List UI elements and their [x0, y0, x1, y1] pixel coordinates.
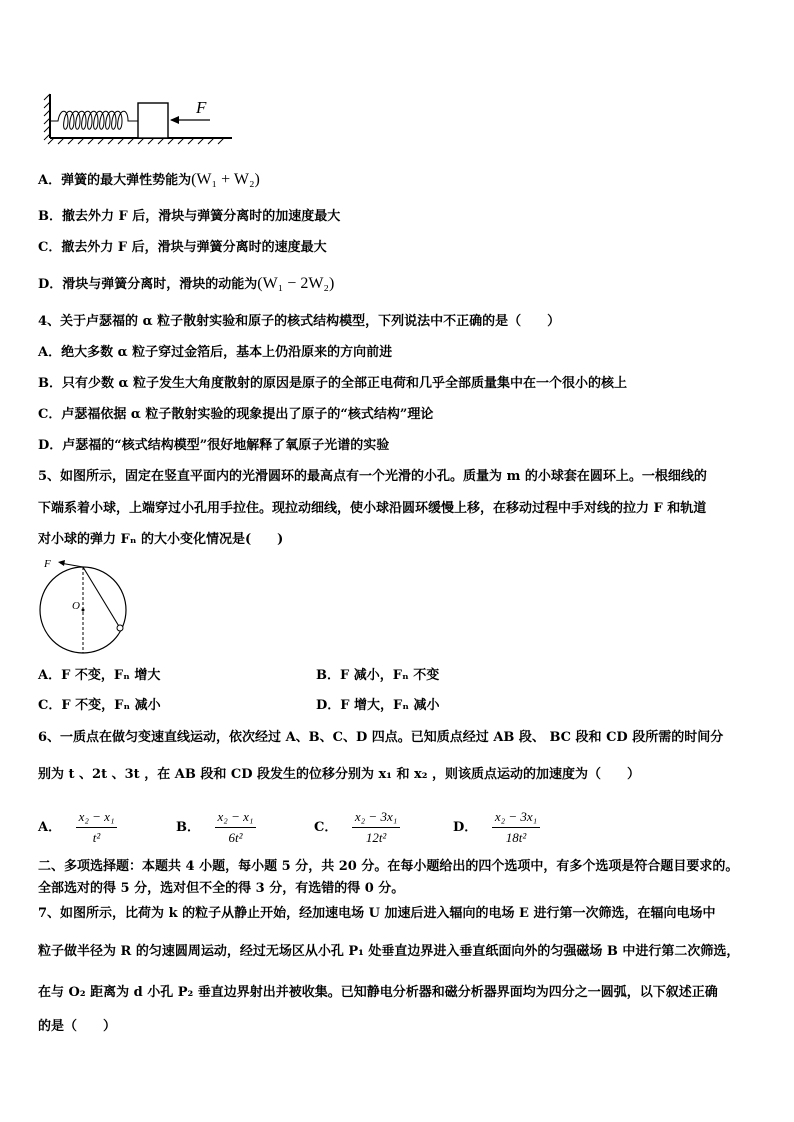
q7-stem-line3: 在与 O₂ 距离为 d 小孔 P₂ 垂直边界射出并被收集。已知静电分析器和磁分析器界面均为四分之一圆弧，以下叙述正确 — [38, 985, 718, 1000]
section2-heading-line1: 二、多项选择题：本题共 4 小题，每小题 5 分，共 20 分。在每小题给出的四个选项中，有多个选项是符合题目要求的。 — [38, 859, 739, 874]
q5-option-c: C．F 不变，Fₙ 减小 — [38, 698, 161, 713]
q3-option-d — [38, 275, 334, 294]
q3-option-d-text: D．滑块与弹簧分离时，滑块的动能为 — [38, 277, 258, 292]
q5-option-b: B．F 减小，Fₙ 不变 — [316, 668, 440, 683]
q6-b-denominator: 6t² — [228, 830, 243, 845]
q6-option-d — [453, 808, 540, 847]
section2-heading-line2: 全部选对的得 5 分，选对但不全的得 3 分，有选错的得 0 分。 — [38, 881, 405, 896]
q6-option-b-fraction — [215, 808, 257, 847]
q4-stem: 4、关于卢瑟福的 α 粒子散射实验和原子的核式结构模型，下列说法中不正确的是（ ） — [38, 314, 561, 329]
q6-a-numerator: x₂ − x₁ — [76, 808, 118, 828]
circle-ring-figure — [38, 556, 138, 656]
fig-o-label: O — [72, 600, 80, 612]
q4-option-b: B．只有少数 α 粒子发生大角度散射的原因是原子的全部正电荷和几乎全部质量集中在一个很小的核上 — [38, 376, 628, 391]
q6-option-a — [38, 808, 117, 847]
q6-option-d-label: D． — [453, 820, 478, 835]
q6-option-a-fraction — [76, 808, 118, 847]
q3-option-a-expr: (W₁ + W₂) — [191, 171, 260, 188]
q4-option-c: C．卢瑟福依据 α 粒子散射实验的现象提出了原子的“核式结构”理论 — [38, 407, 434, 422]
q6-option-c-fraction — [352, 808, 400, 847]
q3-option-b: B．撤去外力 F 后，滑块与弹簧分离时的加速度最大 — [38, 209, 341, 224]
q6-a-denominator: t² — [92, 830, 101, 845]
q6-d-denominator: 18t² — [505, 830, 527, 845]
q3-option-a-text: A．弹簧的最大弹性势能为 — [38, 173, 192, 188]
q6-option-d-fraction — [492, 808, 540, 847]
q5-stem-line2: 下端系着小球，上端穿过小孔用手拉住。现拉动细线，使小球沿圆环缓慢上移，在移动过程中手对线的拉力 F 和轨道 — [38, 501, 707, 516]
q6-option-b — [176, 808, 256, 847]
q4-option-d: D．卢瑟福的“核式结构模型”很好地解释了氧原子光谱的实验 — [38, 438, 390, 453]
q6-c-numerator: x₂ − 3x₁ — [352, 808, 400, 828]
force-label: F — [196, 98, 207, 117]
q7-stem-line1: 7、如图所示，比荷为 k 的粒子从静止开始，经加速电场 U 加速后进入辐向的电场 E 进行第一次筛选，在辐向电场中 — [38, 906, 716, 921]
q7-stem-line2: 粒子做半径为 R 的匀速圆周运动，经过无场区从小孔 P₁ 处垂直边界进入垂直纸面向外的匀强磁场 B 中进行第二次筛选， — [38, 944, 740, 959]
q5-stem-line1: 5、如图所示，固定在竖直平面内的光滑圆环的最高点有一个光滑的小孔。质量为 m 的小球套在圆环上。一根细线的 — [38, 469, 707, 484]
q6-b-numerator: x₂ − x₁ — [215, 808, 257, 828]
q6-option-b-label: B． — [176, 820, 200, 835]
q5-option-d: D．F 增大，Fₙ 减小 — [316, 698, 440, 713]
q6-stem-line2: 别为 t 、2t 、3t ，在 AB 段和 CD 段发生的位移分别为 x₁ 和 x₂ ，则该质点运动的加速度为（ ） — [38, 767, 640, 782]
q6-stem-line1: 6、一质点在做匀变速直线运动，依次经过 A、B、C、D 四点。已知质点经过 AB 段、 BC 段和 CD 段所需的时间分 — [38, 730, 724, 745]
q5-stem-line3: 对小球的弹力 Fₙ 的大小变化情况是( ) — [38, 532, 284, 547]
q6-option-c — [314, 808, 400, 847]
fig-f-label: F — [44, 558, 51, 570]
q4-option-a: A．绝大多数 α 粒子穿过金箔后，基本上仍沿原来的方向前进 — [38, 345, 393, 360]
q7-stem-line4: 的是（ ） — [38, 1019, 117, 1034]
q6-d-numerator: x₂ − 3x₁ — [492, 808, 540, 828]
q3-option-c: C．撤去外力 F 后，滑块与弹簧分离时的速度最大 — [38, 240, 327, 255]
q3-option-a — [38, 171, 260, 190]
q5-option-a: A．F 不变，Fₙ 增大 — [38, 668, 161, 683]
spring-block-figure — [40, 88, 240, 146]
q6-option-c-label: C． — [314, 820, 338, 835]
q6-c-denominator: 12t² — [365, 830, 387, 845]
q3-option-d-expr: (W₁ − 2W₂) — [257, 275, 335, 292]
q6-option-a-label: A． — [38, 820, 62, 835]
